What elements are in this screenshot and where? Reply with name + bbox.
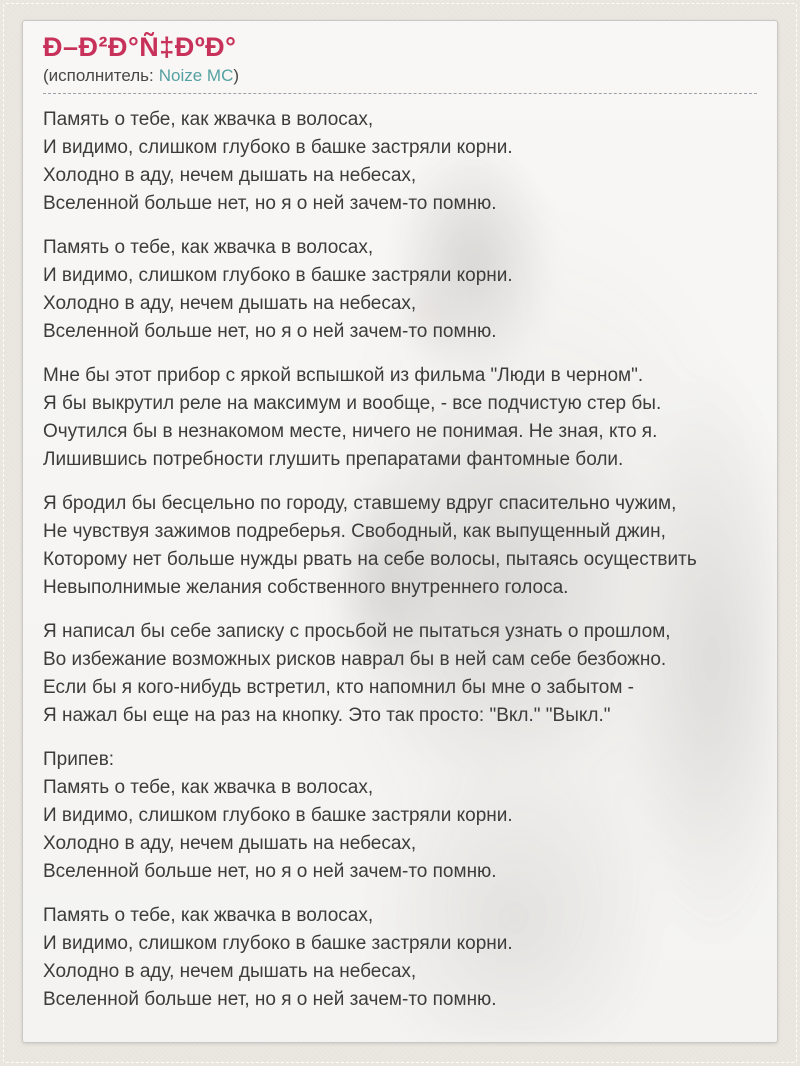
lyrics-verse: Мне бы этот прибор с яркой вспышкой из фильма "Люди в черном". Я бы выкрутил реле на максимум и вообще, - все подчистую стер бы. Очутился бы в незнакомом месте, ничего не понимая. Не зная, кто я. Лишившись потребности глушить препаратами фантомные боли.	[43, 365, 662, 470]
artist-link[interactable]: Noize MC	[158, 66, 234, 85]
lyrics-verse: Я бродил бы бесцельно по городу, ставшему вдруг спасительно чужим, Не чувствуя зажимов подреберья. Свободный, как выпущенный джин, Которому нет больше нужды рвать на себе волосы, пытаясь осуществить Невыполнимые желания собственного внутреннего голоса.	[43, 493, 697, 598]
lyrics-verse: Я написал бы себе записку с просьбой не пытаться узнать о прошлом, Во избежание возможных рисков наврал бы в ней сам себе безбожно. Если бы я кого-нибудь встретил, кто напомнил бы мне о забытом - Я нажал бы еще на раз на кнопку. Это так просто: "Вкл." "Выкл."	[43, 621, 671, 726]
performer-line	[43, 65, 757, 94]
lyrics-verse: Память о тебе, как жвачка в волосах, И видимо, слишком глубоко в башке застряли корни. Холодно в аду, нечем дышать на небесах, Вселенной больше нет, но я о ней зачем-то помню.	[43, 237, 513, 342]
performer-suffix: )	[233, 66, 240, 85]
performer-label: (исполнитель:	[43, 66, 154, 85]
lyrics-verse: Память о тебе, как жвачка в волосах, И видимо, слишком глубоко в башке застряли корни. Холодно в аду, нечем дышать на небесах, Вселенной больше нет, но я о ней зачем-то помню.	[43, 905, 513, 1010]
lyrics-card	[22, 20, 778, 1043]
lyrics	[43, 94, 757, 1014]
song-title: Ð–Ð²Ð°Ñ‡ÐºÐ°	[43, 32, 237, 62]
card-content	[23, 21, 777, 1014]
lyrics-verse: Припев: Память о тебе, как жвачка в волосах, И видимо, слишком глубоко в башке застряли корни. Холодно в аду, нечем дышать на небесах, Вселенной больше нет, но я о ней зачем-то помню.	[43, 749, 513, 882]
lyrics-verse: Память о тебе, как жвачка в волосах, И видимо, слишком глубоко в башке застряли корни. Холодно в аду, нечем дышать на небесах, Вселенной больше нет, но я о ней зачем-то помню.	[43, 109, 513, 214]
